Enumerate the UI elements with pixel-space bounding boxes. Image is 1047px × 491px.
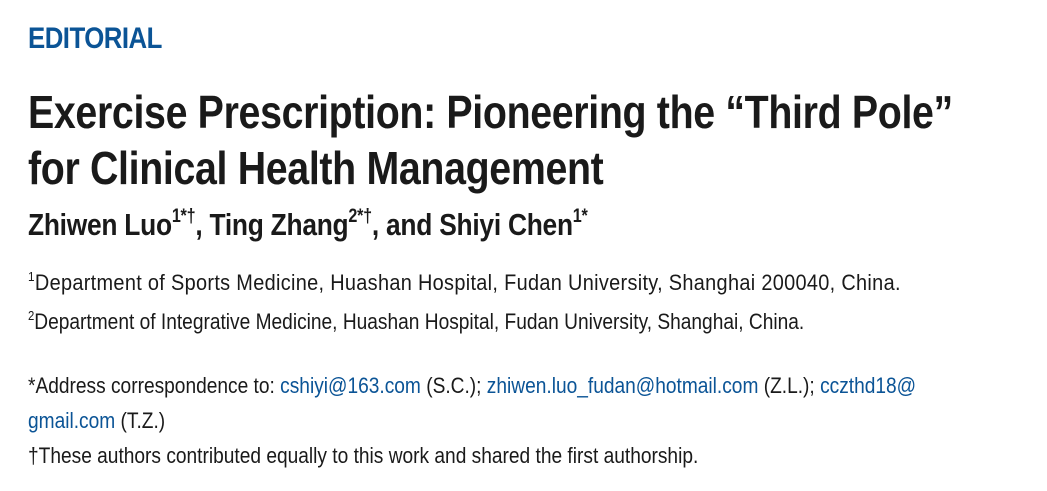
author-list [28, 207, 588, 243]
email-owner-note: (S.C.); [420, 373, 487, 398]
email-link[interactable]: cczthd18@ [820, 373, 917, 398]
article-title: Exercise Prescription: Pioneering the “Third Pole” for Clinical Health Management [28, 86, 953, 194]
author-name[interactable]: Ting Zhang [209, 207, 349, 242]
author-affiliation-marker: 2*† [348, 206, 372, 227]
author-affiliation-marker: 1*† [171, 206, 196, 227]
affiliation-marker: 2 [28, 308, 35, 323]
correspondence-prefix: *Address correspondence to: [28, 373, 281, 398]
author-name[interactable]: Zhiwen Luo [28, 207, 172, 242]
affiliation-text: Department of Sports Medicine, Huashan Hospital, Fudan University, Shanghai 200040, China. [34, 270, 901, 295]
section-label: EDITORIAL [28, 22, 162, 55]
email-link[interactable]: cshiyi@163.com [280, 373, 421, 398]
correspondence-line [28, 408, 165, 434]
email-link[interactable]: gmail.com [28, 408, 116, 433]
affiliation [28, 270, 901, 296]
equal-contribution-note: †These authors contributed equally to this work and shared the first authorship. [28, 443, 699, 468]
author-separator: , [195, 207, 210, 242]
correspondence-line [28, 373, 916, 399]
author-name[interactable]: Shiyi Chen [439, 207, 573, 242]
email-owner-note: (Z.L.); [758, 373, 821, 398]
affiliation-marker: 1 [28, 269, 35, 284]
email-link[interactable]: zhiwen.luo_fudan@hotmail.com [486, 373, 759, 398]
author-affiliation-marker: 1* [572, 206, 588, 227]
email-owner-note: (T.Z.) [115, 408, 166, 433]
affiliation-text: Department of Integrative Medicine, Huashan Hospital, Fudan University, Shanghai, China. [34, 309, 805, 334]
affiliation [28, 309, 804, 335]
author-separator: , and [371, 207, 440, 242]
